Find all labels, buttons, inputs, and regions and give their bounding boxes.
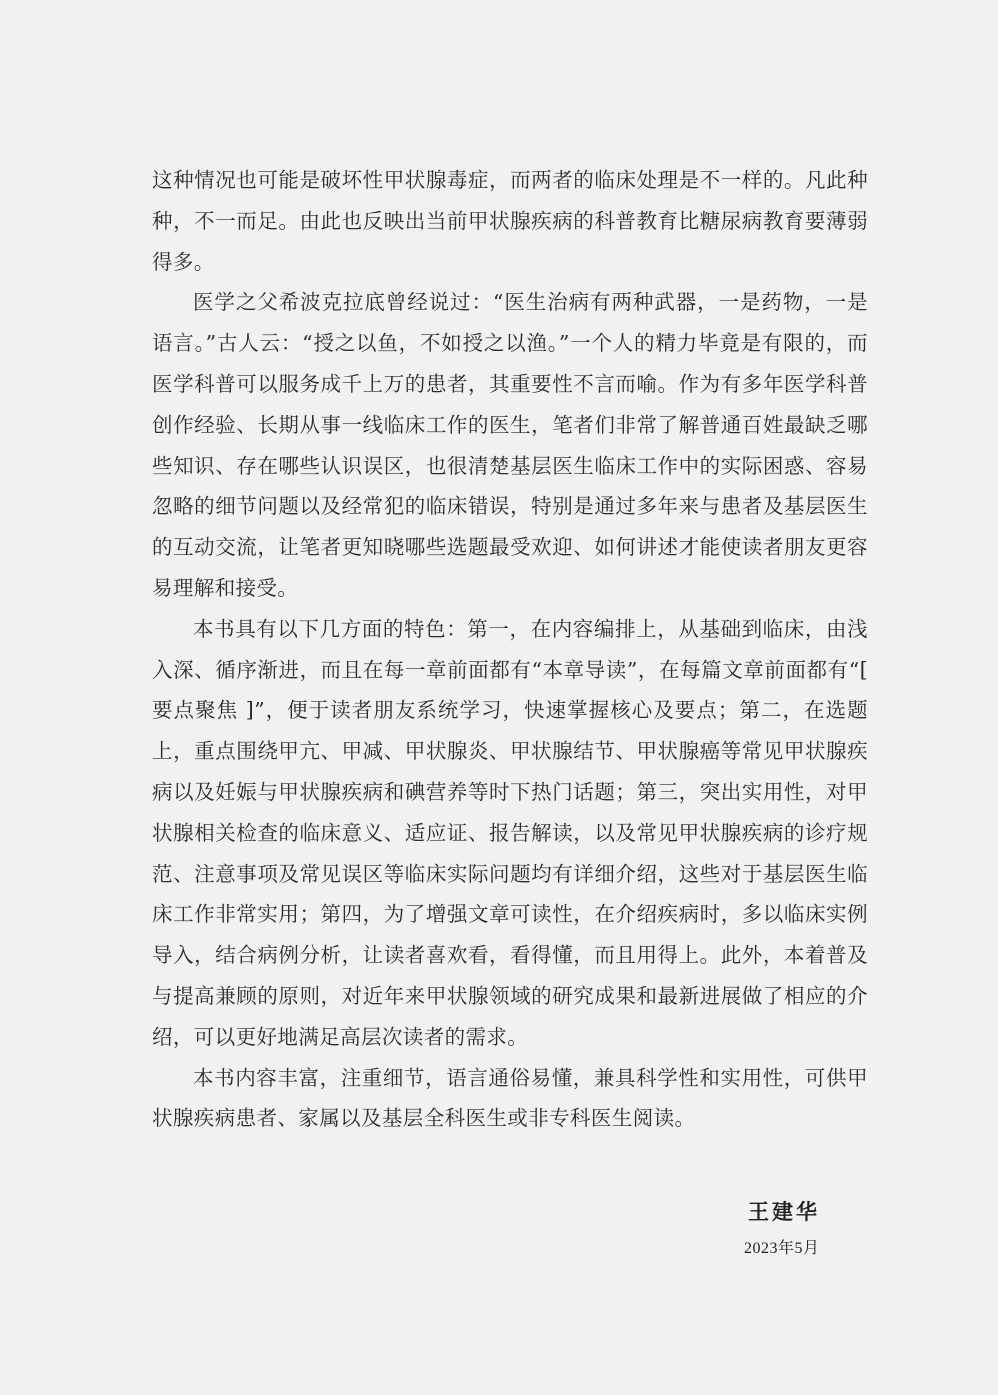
- signature-date: 2023年5月: [744, 1240, 820, 1257]
- paragraph-continued: 这种情况也可能是破坏性甲状腺毒症，而两者的临床处理是不一样的。凡此种种，不一而足。由此也反映出当前甲状腺疾病的科普教育比糖尿病教育要薄弱得多。: [152, 168, 868, 274]
- paragraph-book-summary: 本书内容丰富，注重细节，语言通俗易懂，兼具科学性和实用性，可供甲状腺疾病患者、家属以及基层全科医生或非专科医生阅读。: [152, 1065, 868, 1131]
- author-signature: 王建华: [748, 1199, 820, 1224]
- paragraph-book-features: 本书具有以下几方面的特色：第一，在内容编排上，从基础到临床，由浅入深、循序渐进，而且在每一章前面都有“本章导读”，在每篇文章前面都有“[ 要点聚焦 ]”，便于读者朋友系统学习，快速掌握核心及要点；第二，在选题上，重点围绕甲亢、甲减、甲状腺炎、甲状腺结节、甲状腺癌等常见甲状腺疾病以及妊娠与甲状腺疾病和碘营养等时下热门话题；第三，突出实用性，对甲状腺相关检查的临床意义、适应证、报告解读，以及常见甲状腺疾病的诊疗规范、注意事项及常见误区等临床实际问题均有详细介绍，这些对于基层医生临床工作非常实用；第四，为了增强文章可读性，在介绍疾病时，多以临床实例导入，结合病例分析，让读者喜欢看，看得懂，而且用得上。此外，本着普及与提高兼顾的原则，对近年来甲状腺领域的研究成果和最新进展做了相应的介绍，可以更好地满足高层次读者的需求。: [152, 616, 868, 1049]
- paragraph-hippocrates-quote: 医学之父希波克拉底曾经说过：“医生治病有两种武器，一是药物，一是语言。”古人云：“授之以鱼，不如授之以渔。”一个人的精力毕竟是有限的，而医学科普可以服务成千上万的患者，其重要性不言而喻。作为有多年医学科普创作经验、长期从事一线临床工作的医生，笔者们非常了解普通百姓最缺乏哪些知识、存在哪些认识误区，也很清楚基层医生临床工作中的实际困惑、容易忽略的细节问题以及经常犯的临床错误，特别是通过多年来与患者及基层医生的互动交流，让笔者更知晓哪些选题最受欢迎、如何讲述才能使读者朋友更容易理解和接受。: [152, 290, 868, 600]
- preface-body: [152, 160, 868, 1139]
